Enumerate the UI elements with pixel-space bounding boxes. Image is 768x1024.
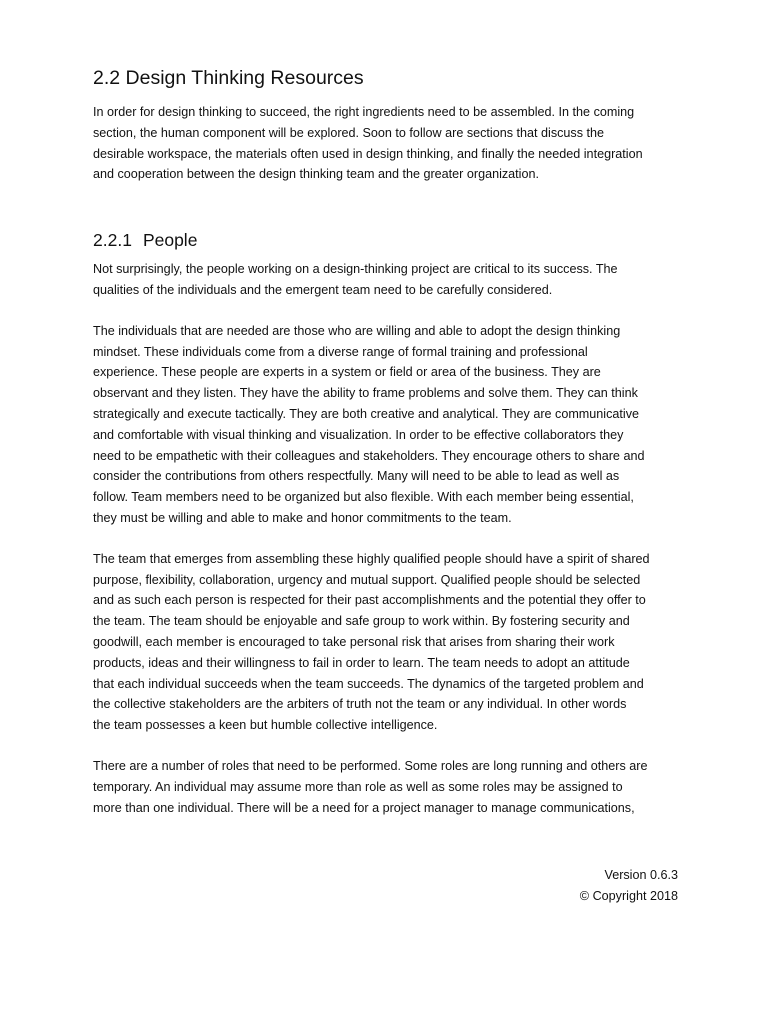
subsection-heading (93, 229, 683, 251)
paragraph-line: temporary. An individual may assume more than role as well as some roles may be assigned to (93, 779, 623, 794)
copyright-label: © Copyright 2018 (579, 888, 678, 903)
paragraph-line: products, ideas and their willingness to fail in order to learn. The team needs to adopt an attitude (93, 655, 630, 670)
paragraph-line: they must be willing and able to make and honor commitments to the team. (93, 510, 512, 525)
paragraph-line: the team possesses a keen but humble collective intelligence. (93, 718, 438, 733)
paragraph-line: goodwill, each member is encouraged to take personal risk that arises from sharing their work (93, 634, 615, 649)
paragraph-line: strategically and execute tactically. They are both creative and analytical. They are communicative (93, 406, 640, 421)
paragraph-line: Not surprisingly, the people working on a design-thinking project are critical to its success. The (93, 262, 618, 277)
page-footer (580, 865, 678, 906)
paragraph-line: desirable workspace, the materials often used in design thinking, and finally the needed integration (93, 146, 643, 161)
paragraph-line: purpose, flexibility, collaboration, urgency and mutual support. Qualified people should be selected (93, 572, 641, 587)
section-title: Design Thinking Resources (125, 67, 364, 89)
paragraph-line: consider the contributions from others respectfully. Many will need to be able to lead as well as (93, 469, 620, 484)
paragraph-line: that each individual succeeds when the team succeeds. The dynamics of the targeted problem and (93, 676, 644, 691)
body-paragraph-3 (93, 549, 683, 736)
paragraph-line: and cooperation between the design thinking team and the greater organization. (93, 167, 539, 182)
paragraph-line: The individuals that are needed are those who are willing and able to adopt the design thinking (93, 323, 621, 338)
body-paragraph-2 (93, 321, 683, 529)
paragraph-line: section, the human component will be explored. Soon to follow are sections that discuss the (93, 125, 605, 140)
paragraph-line: In order for design thinking to succeed, the right ingredients need to be assembled. In the coming (93, 105, 635, 119)
section-number: 2.2 (93, 67, 121, 89)
paragraph-line: and comfortable with visual thinking and visualization. In order to be effective collaborators they (93, 427, 624, 442)
paragraph-line: qualities of the individuals and the emergent team need to be carefully considered. (93, 282, 553, 297)
subsection-title: People (142, 230, 198, 251)
paragraph-line: the team. The team should be enjoyable and safe group to work within. By fostering security and (93, 614, 630, 629)
paragraph-line: There are a number of roles that need to be performed. Some roles are long running and others are (93, 758, 648, 773)
section-heading (93, 66, 683, 90)
paragraph-line: mindset. These individuals come from a diverse range of formal training and professional (93, 344, 588, 359)
section-intro-paragraph (93, 102, 683, 185)
body-paragraph-1 (93, 259, 683, 301)
paragraph-line: the collective stakeholders are the arbiters of truth not the team or any individual. In other words (93, 697, 627, 712)
body-paragraph-4 (93, 756, 683, 818)
paragraph-line: The team that emerges from assembling these highly qualified people should have a spirit of shared (93, 551, 650, 566)
paragraph-line: more than one individual. There will be a need for a project manager to manage communications, (93, 800, 635, 815)
paragraph-line: follow. Team members need to be organized but also flexible. With each member being essential, (93, 490, 634, 505)
version-label: Version 0.6.3 (604, 868, 678, 882)
paragraph-line: observant and they listen. They have the ability to frame problems and solve them. They can think (93, 386, 638, 401)
paragraph-line: experience. These people are experts in a system or field or area of the business. They are (93, 365, 601, 380)
page-content (93, 66, 683, 818)
paragraph-line: need to be empathetic with their colleagues and stakeholders. They encourage others to share and (93, 448, 645, 463)
paragraph-line: and as such each person is respected for their past accomplishments and the potential they offer to (93, 593, 646, 608)
subsection-number: 2.2.1 (93, 230, 132, 251)
